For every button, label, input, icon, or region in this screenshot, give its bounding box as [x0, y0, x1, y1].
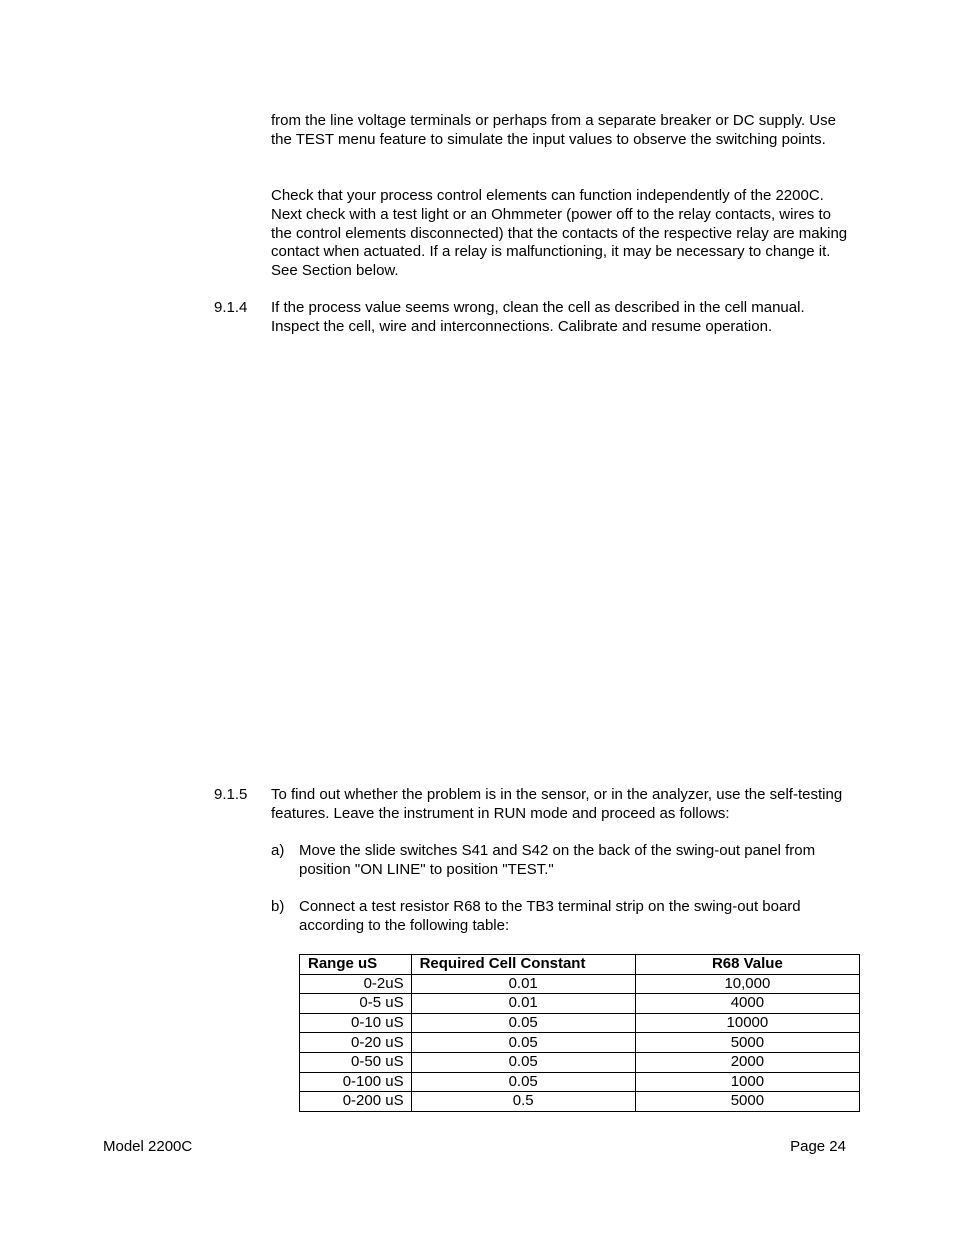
- cell-range: 0-200 uS: [300, 1092, 412, 1112]
- table-row: [300, 1072, 860, 1092]
- table-row: [300, 994, 860, 1014]
- cell-r68: 1000: [635, 1072, 859, 1092]
- cell-r68: 10000: [635, 1013, 859, 1033]
- table-header-row: [300, 955, 860, 975]
- cell-constant: 0.05: [411, 1033, 635, 1053]
- cell-constant: 0.01: [411, 994, 635, 1014]
- table-row: [300, 1092, 860, 1112]
- section-text-9-1-5: To find out whether the problem is in the sensor, or in the analyzer, use the self-testing features. Leave the instrument in RUN mode and proceed as follows:: [271, 786, 843, 822]
- header-r68-value: R68 Value: [635, 955, 859, 975]
- paragraph-line-voltage: from the line voltage terminals or perhaps from a separate breaker or DC supply. Use the TEST menu feature to simulate the input values to observe the switching points.: [271, 112, 836, 148]
- cell-r68: 2000: [635, 1052, 859, 1072]
- cell-range: 0-2uS: [300, 974, 412, 994]
- step-b-text: Connect a test resistor R68 to the TB3 terminal strip on the swing-out board according to the following table:: [299, 898, 801, 934]
- cell-constant: 0.05: [411, 1072, 635, 1092]
- step-a-text: Move the slide switches S41 and S42 on the back of the swing-out panel from position "ON LINE" to position "TEST.": [299, 842, 816, 878]
- cell-r68: 4000: [635, 994, 859, 1014]
- cell-constant: 0.05: [411, 1013, 635, 1033]
- cell-range: 0-20 uS: [300, 1033, 412, 1053]
- footer-page-number: Page 24: [790, 1138, 846, 1155]
- cell-range: 0-10 uS: [300, 1013, 412, 1033]
- paragraph-check-control-elements: Check that your process control elements can function independently of the 2200C. Next check with a test light or an Ohmmeter (power off to the relay contacts, wires to the control elements disconnected) that the contacts of the respective relay are making contact when actuated. If a relay is malfunctioning, it may be necessary to change it. See Section below.: [271, 187, 848, 280]
- footer-model: Model 2200C: [103, 1138, 193, 1155]
- header-cell-constant: Required Cell Constant: [411, 955, 635, 975]
- table-row: [300, 1033, 860, 1053]
- section-number-9-1-5: 9.1.5: [214, 786, 248, 803]
- cell-constant: 0.5: [411, 1092, 635, 1112]
- section-number-9-1-4: 9.1.4: [214, 299, 248, 316]
- table-row: [300, 974, 860, 994]
- resistor-table: [299, 954, 860, 1112]
- step-b-label: b): [271, 898, 285, 915]
- cell-r68: 10,000: [635, 974, 859, 994]
- section-text-9-1-4: If the process value seems wrong, clean the cell as described in the cell manual. Inspect the cell, wire and interconnections. Calibrate and resume operation.: [271, 299, 805, 335]
- header-range: Range uS: [300, 955, 412, 975]
- cell-range: 0-5 uS: [300, 994, 412, 1014]
- table-row: [300, 1013, 860, 1033]
- cell-r68: 5000: [635, 1092, 859, 1112]
- table-row: [300, 1052, 860, 1072]
- cell-constant: 0.05: [411, 1052, 635, 1072]
- cell-constant: 0.01: [411, 974, 635, 994]
- cell-range: 0-50 uS: [300, 1052, 412, 1072]
- cell-range: 0-100 uS: [300, 1072, 412, 1092]
- cell-r68: 5000: [635, 1033, 859, 1053]
- step-a-label: a): [271, 842, 285, 859]
